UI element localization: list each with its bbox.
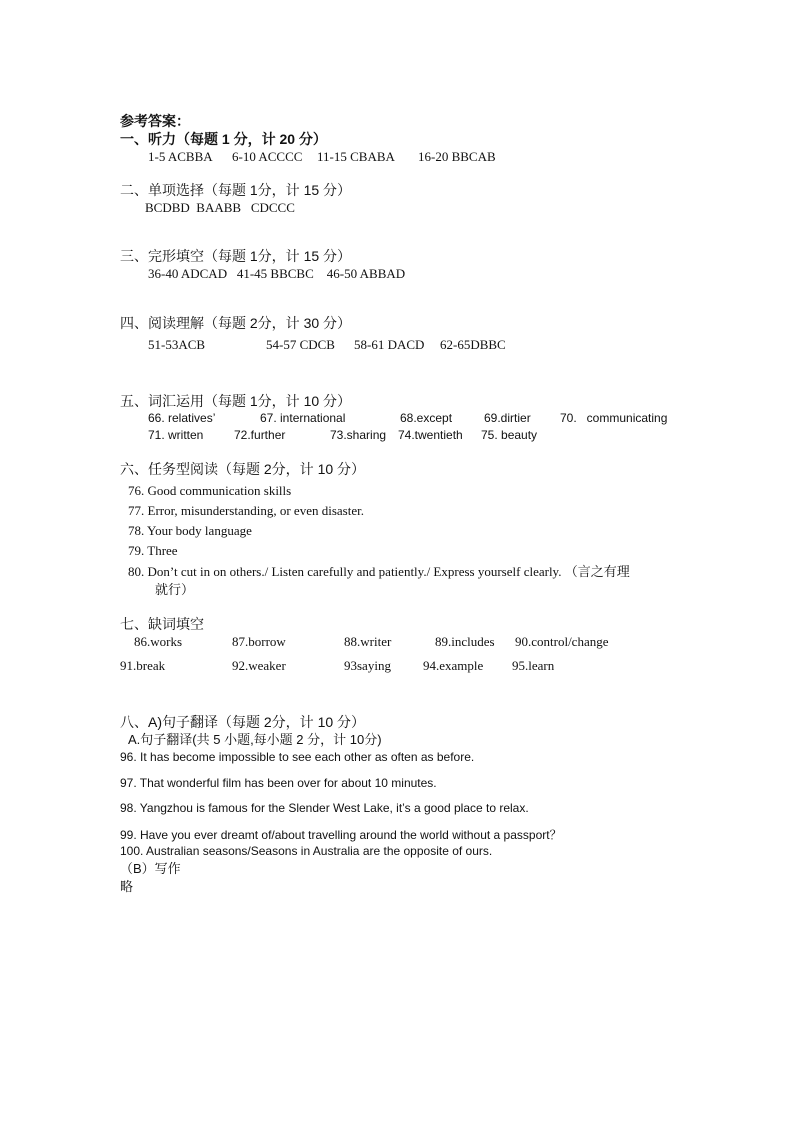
section-7-answer: 89.includes	[435, 634, 495, 649]
section-6-item: 77. Error, misunderstanding, or even disaster.	[128, 503, 364, 518]
section-6-item: 78. Your body language	[128, 523, 252, 538]
section-7-answer: 94.example	[423, 658, 484, 673]
section-5-answer: 75. beauty	[481, 428, 538, 442]
section-2-answers: BCDBD BAABB CDCCC	[145, 200, 295, 215]
section-5-answer: 73.sharing	[330, 428, 387, 442]
section-8-item: 98. Yangzhou is famous for the Slender West Lake, it’s a good place to relax.	[120, 801, 529, 815]
section-7-answer: 92.weaker	[232, 658, 286, 673]
section-8-item: 100. Australian seasons/Seasons in Australia are the opposite of ours.	[120, 844, 493, 858]
section-5-heading: 五、词汇运用（每题 1分，计 10 分）	[120, 393, 352, 409]
section-7-answer: 95.learn	[512, 658, 555, 673]
section-7-answer: 91.break	[120, 658, 166, 673]
section-8-heading: 八、A)句子翻译（每题 2分，计 10 分）	[120, 714, 366, 730]
section-5-answer: 66. relatives’	[148, 411, 216, 425]
section-7-answer: 88.writer	[344, 634, 392, 649]
section-2-heading: 二、单项选择（每题 1分，计 15 分）	[120, 182, 352, 198]
section-8-item: 96. It has become impossible to see each other as often as before.	[120, 750, 475, 764]
section-7-answer: 93saying	[344, 658, 391, 673]
section-3-answers: 36-40 ADCAD 41-45 BBCBC 46-50 ABBAD	[148, 266, 406, 281]
section-5-answer: 69.dirtier	[484, 411, 531, 425]
section-5-answer: 74.twentieth	[398, 428, 463, 442]
section-3-heading: 三、完形填空（每题 1分，计 15 分）	[120, 248, 352, 264]
section-1-answer: 1-5 ACBBA	[148, 149, 213, 164]
section-5-answer: 70. communicating	[560, 411, 668, 425]
page-title: 参考答案：	[120, 113, 190, 129]
section-8-item: 99. Have you ever dreamt of/about travelling around the world without a passport？	[120, 828, 562, 842]
writing-answer: 略	[120, 879, 134, 894]
section-1-answer: 16-20 BBCAB	[418, 149, 496, 164]
section-4-answer: 54-57 CDCB	[266, 337, 335, 352]
section-1-heading: 一、听力（每题 1 分，计 20 分）	[120, 131, 327, 147]
section-7-answer: 86.works	[134, 634, 183, 649]
section-4-answer: 51-53ACB	[148, 337, 206, 352]
section-7-heading: 七、缺词填空	[120, 616, 204, 632]
section-7-answer: 90.control/change	[515, 634, 609, 649]
section-8-item: 97. That wonderful film has been over for about 10 minutes.	[120, 776, 437, 790]
section-6-item: 76. Good communication skills	[128, 483, 292, 498]
section-6-item: 79. Three	[128, 543, 178, 558]
section-6-item-continuation: 就行）	[155, 582, 195, 597]
section-4-answer: 62-65DBBC	[440, 337, 506, 352]
writing-heading: （B）写作	[120, 861, 181, 876]
section-4-answer: 58-61 DACD	[354, 337, 425, 352]
section-7-answer: 87.borrow	[232, 634, 286, 649]
section-4-heading: 四、阅读理解（每题 2分，计 30 分）	[120, 315, 352, 331]
section-1-answer: 6-10 ACCCC	[232, 149, 303, 164]
section-6-item: 80. Don’t cut in on others./ Listen carefully and patiently./ Express yourself clearly. （言之有理	[128, 564, 630, 579]
section-1-answer: 11-15 CBABA	[317, 149, 395, 164]
section-5-answer: 67. international	[260, 411, 346, 425]
section-5-answer: 68.except	[400, 411, 453, 425]
section-5-answer: 72.further	[234, 428, 286, 442]
section-5-answer: 71. written	[148, 428, 204, 442]
section-6-heading: 六、任务型阅读（每题 2分，计 10 分）	[120, 461, 366, 477]
section-8-subheading: A.句子翻译(共 5 小题,每小题 2 分，计 10分)	[128, 732, 382, 747]
